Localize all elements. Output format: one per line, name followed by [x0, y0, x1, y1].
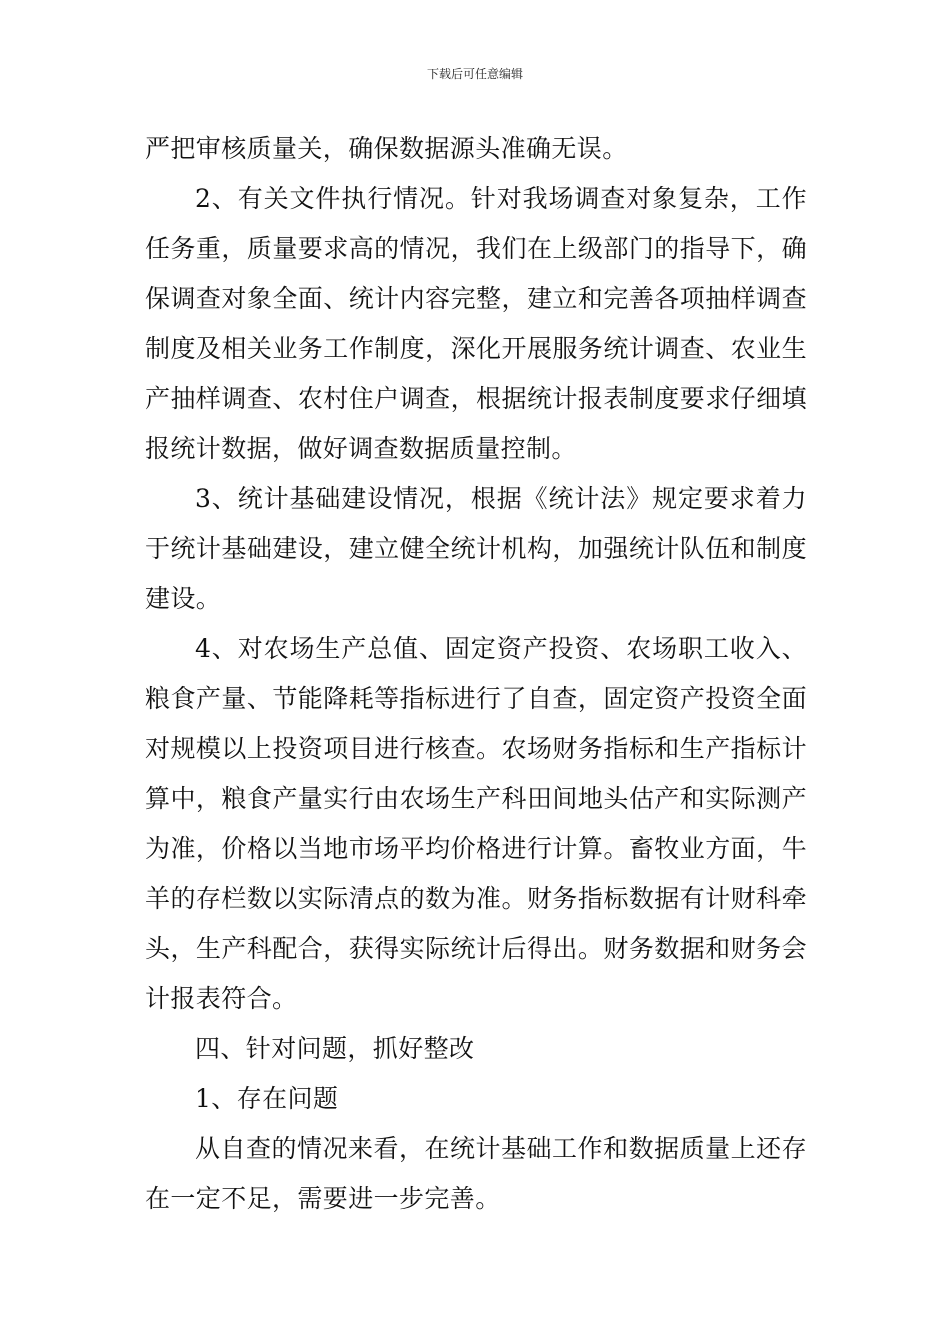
document-body	[145, 124, 807, 1224]
paragraph-documents-execution: 2、有关文件执行情况。针对我场调查对象复杂，工作任务重，质量要求高的情况，我们在上级部门的指导下，确保调查对象全面、统计内容完整，建立和完善各项抽样调查制度及相关业务工作制度，深化开展服务统计调查、农业生产抽样调查、农村住户调查，根据统计报表制度要求仔细填报统计数据，做好调查数据质量控制。	[145, 184, 807, 463]
paragraph-statistics-infrastructure: 3、统计基础建设情况，根据《统计法》规定要求着力于统计基础建设，建立健全统计机构，加强统计队伍和制度建设。	[145, 484, 807, 613]
page-header: 下载后可任意编辑	[426, 67, 523, 81]
paragraph-existing-problems: 从自查的情况来看，在统计基础工作和数据质量上还存在一定不足，需要进一步完善。	[145, 1134, 807, 1213]
paragraph-continuation: 严把审核质量关，确保数据源头准确无误。	[145, 134, 628, 163]
subsection-heading: 1、存在问题	[195, 1084, 339, 1113]
section-heading: 四、针对问题，抓好整改	[195, 1034, 475, 1063]
paragraph-self-check-indicators: 4、对农场生产总值、固定资产投资、农场职工收入、粮食产量、节能降耗等指标进行了自查，固定资产投资全面对规模以上投资项目进行核查。农场财务指标和生产指标计算中，粮食产量实行由农场生产科田间地头估产和实际测产为准，价格以当地市场平均价格进行计算。畜牧业方面，牛羊的存栏数以实际清点的数为准。财务指标数据有计财科牵头，生产科配合，获得实际统计后得出。财务数据和财务会计报表符合。	[145, 634, 807, 1013]
